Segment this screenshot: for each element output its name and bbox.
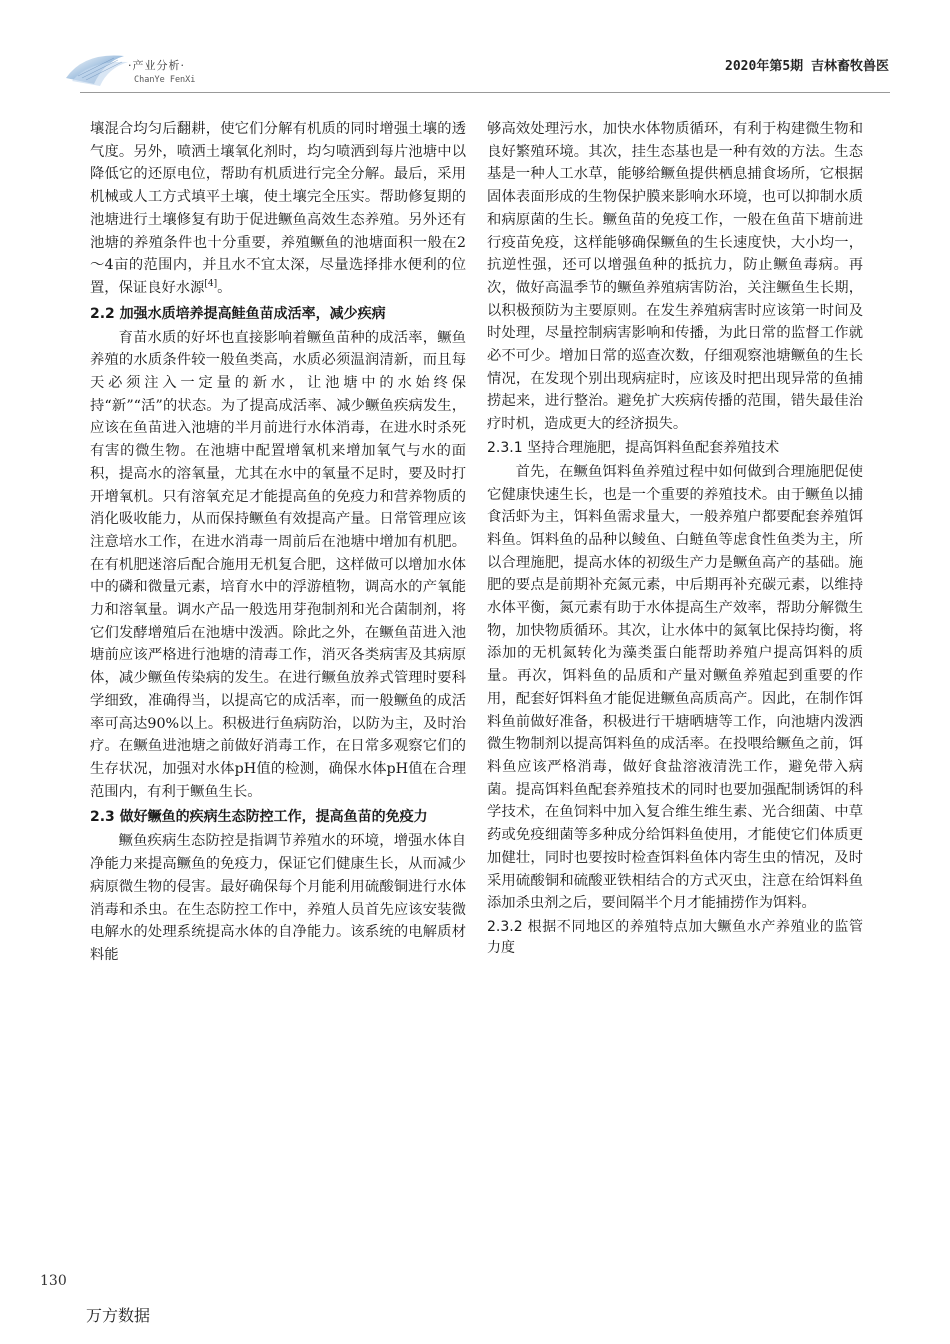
page-header [0, 0, 950, 110]
section-heading-2-3-1: 2.3.1 坚持合理施肥，提高饵料鱼配套养殖技术 [487, 439, 780, 456]
citation: [4] [204, 279, 218, 290]
paragraph: 够高效处理污水，加快水体物质循环，有利于构建微生物和良好繁殖环境。其次，挂生态基也是一种有效的方法。生态基是一种人工水草，能够给鳜鱼提供栖息捕食场所，它根据固体表面形成的生物保护膜来影响水环境，也可以抑制水质和病原菌的生长。鳜鱼苗的免疫工作，一般在鱼苗下塘前进行疫苗免疫，这样能够确保鳜鱼的生长速度快，大小均一，抗逆性强，还可以增强鱼种的抵抗力，防止鳜鱼毒病。再次，做好高温季节的鳜鱼养殖病害防治，关注鳜鱼生长期，以积极预防为主要原则。在发生养殖病害时应该第一时间及时处理，尽量控制病害影响和传播，为此日常的监督工作就必不可少。增加日常的巡查次数，仔细观察池塘鳜鱼的生长情况，在发现个别出现病症时，应该及时把出现异常的鱼捕捞起来，进行整治。避免扩大疾病传播的范围，错失最佳治疗时机，造成更大的经济损失。 [487, 121, 863, 433]
paragraph: 壤混合均匀后翻耕，使它们分解有机质的同时增强土壤的透气度。另外，喷洒土壤氧化剂时，均匀喷洒到每片池塘中以降低它的还原电位，帮助有机质进行完全分解。最后，采用机械或人工方式填平土壤，使土壤完全压实。帮助修复期的池塘进行土壤修复有助于促进鳜鱼高效生态养殖。另外还有池塘的养殖条件也十分重要，养殖鳜鱼的池塘面积一般在2～4亩的范围内，并且水不宜太深，尽量选择排水便利的位置，保证良好水源[4]。 [90, 121, 466, 296]
section-label: ·产业分析· [128, 59, 185, 72]
section-heading-2-3-2: 2.3.2 根据不同地区的养殖特点加大鳜鱼水产养殖业的监管力度 [487, 918, 863, 956]
section-label-pinyin: ChanYe FenXi [134, 75, 196, 85]
right-column [487, 118, 863, 961]
paragraph: 首先，在鳜鱼饵料鱼养殖过程中如何做到合理施肥促使它健康快速生长，也是一个重要的养殖技术。由于鳜鱼以捕食活虾为主，饵料鱼需求量大，一般养殖户都要配套养殖饵料鱼。饵料鱼的品种以鲮鱼、白鲢鱼等虑食性鱼类为主，所以合理施肥，提高水体的初级生产力是鳜鱼高产的基础。施肥的要点是前期补充氮元素，中后期再补充碳元素，以维持水体平衡，氮元素有助于水体提高生产效率，帮助分解微生物，加快物质循环。其次，让水体中的氮氧比保持均衡，将添加的无机氮转化为藻类蛋白能帮助养殖户提高饵料的质量。再次，饵料鱼的品质和产量对鳜鱼养殖起到重要的作用，配套好饵料鱼才能促进鳜鱼高质高产。因此，在制作饵料鱼前做好准备，积极进行干塘晒塘等工作，向池塘内泼洒微生物制剂以提高饵料鱼的成活率。在投喂给鳜鱼之前，饵料鱼应该严格消毒，做好食盐溶液清洗工作，避免带入病菌。提高饵料鱼配套养殖技术的同时也要加强配制诱饵的科学技术，在鱼饲料中加入复合维生维生素、光合细菌、中草药或免疫细菌等多种成分给饵料鱼使用，才能使它们体质更加健壮，同时也要按时检查饵料鱼体内寄生虫的情况，及时采用硫酸铜和硫酸亚铁相结合的方式灭虫，注意在给饵料鱼添加杀虫剂之后，要间隔半个月才能捕捞作为饵料。 [487, 463, 863, 912]
page-number: 130 [40, 1273, 67, 1289]
left-column [90, 118, 466, 967]
paragraph: 育苗水质的好坏也直接影响着鳜鱼苗种的成活率，鳜鱼养殖的水质条件较一般鱼类高，水质必须温润清新，而且每天必须注入一定量的新水，让池塘中的水始终保持“新”“活”的状态。为了提高成活率、减少鳜鱼疾病发生，应该在鱼苗进入池塘的半月前进行水体消毒，在进水时杀死有害的微生物。在池塘中配置增氧机来增加氧气与水的面积，提高水的溶氧量，尤其在水中的氧量不足时，要及时打开增氧机。只有溶氧充足才能提高鱼的免疫力和营养物质的消化吸收能力，从而保持鳜鱼有效提高产量。日常管理应该注意培水工作，在进水消毒一周前后在池塘中增加有机肥。在有机肥迷溶后配合施用无机复合肥，这样做可以增加水体中的磷和微量元素，培育水中的浮游植物，调高水的产氧能力和溶氧量。调水产品一般选用芽孢制剂和光合菌制剂，将它们发酵增殖后在池塘中泼洒。除此之外，在鳜鱼苗进入池塘前应该严格进行池塘的清毒工作，消灭各类病害及其病原体，减少鳜鱼传染病的发生。在进行鳜鱼放养式管理时要科学细致，准确得当，以提高它的成活率，而一般鳜鱼的成活率可高达90%以上。积极进行鱼病防治，以防为主，及时治疗。在鳜鱼进池塘之前做好消毒工作，在日常多观察它们的生存状况，加强对水体pH值的检测，确保水体pH值在合理范围内，有利于鳜鱼生长。 [90, 329, 466, 800]
journal-logo-icon [64, 48, 134, 88]
database-watermark: 万方数据 [86, 1306, 151, 1325]
journal-issue: 2020年第5期 吉林畜牧兽医 [725, 59, 889, 74]
section-heading-2-2: 2.2 加强水质培养提高鲑鱼苗成活率，减少疾病 [90, 305, 386, 322]
section-heading-2-3: 2.3 做好鳜鱼的疾病生态防控工作，提高鱼苗的免疫力 [90, 809, 428, 826]
paragraph: 鳜鱼疾病生态防控是指调节养殖水的环境，增强水体自净能力来提高鳜鱼的免疫力，保证它们健康生长，从而减少病原微生物的侵害。最好确保每个月能利用硫酸铜进行水体消毒和杀虫。在生态防控工作中，养殖人员首先应该安装微电解水的处理系统提高水体的自净能力。该系统的电解质材料能 [90, 833, 466, 963]
header-rule [80, 92, 890, 93]
